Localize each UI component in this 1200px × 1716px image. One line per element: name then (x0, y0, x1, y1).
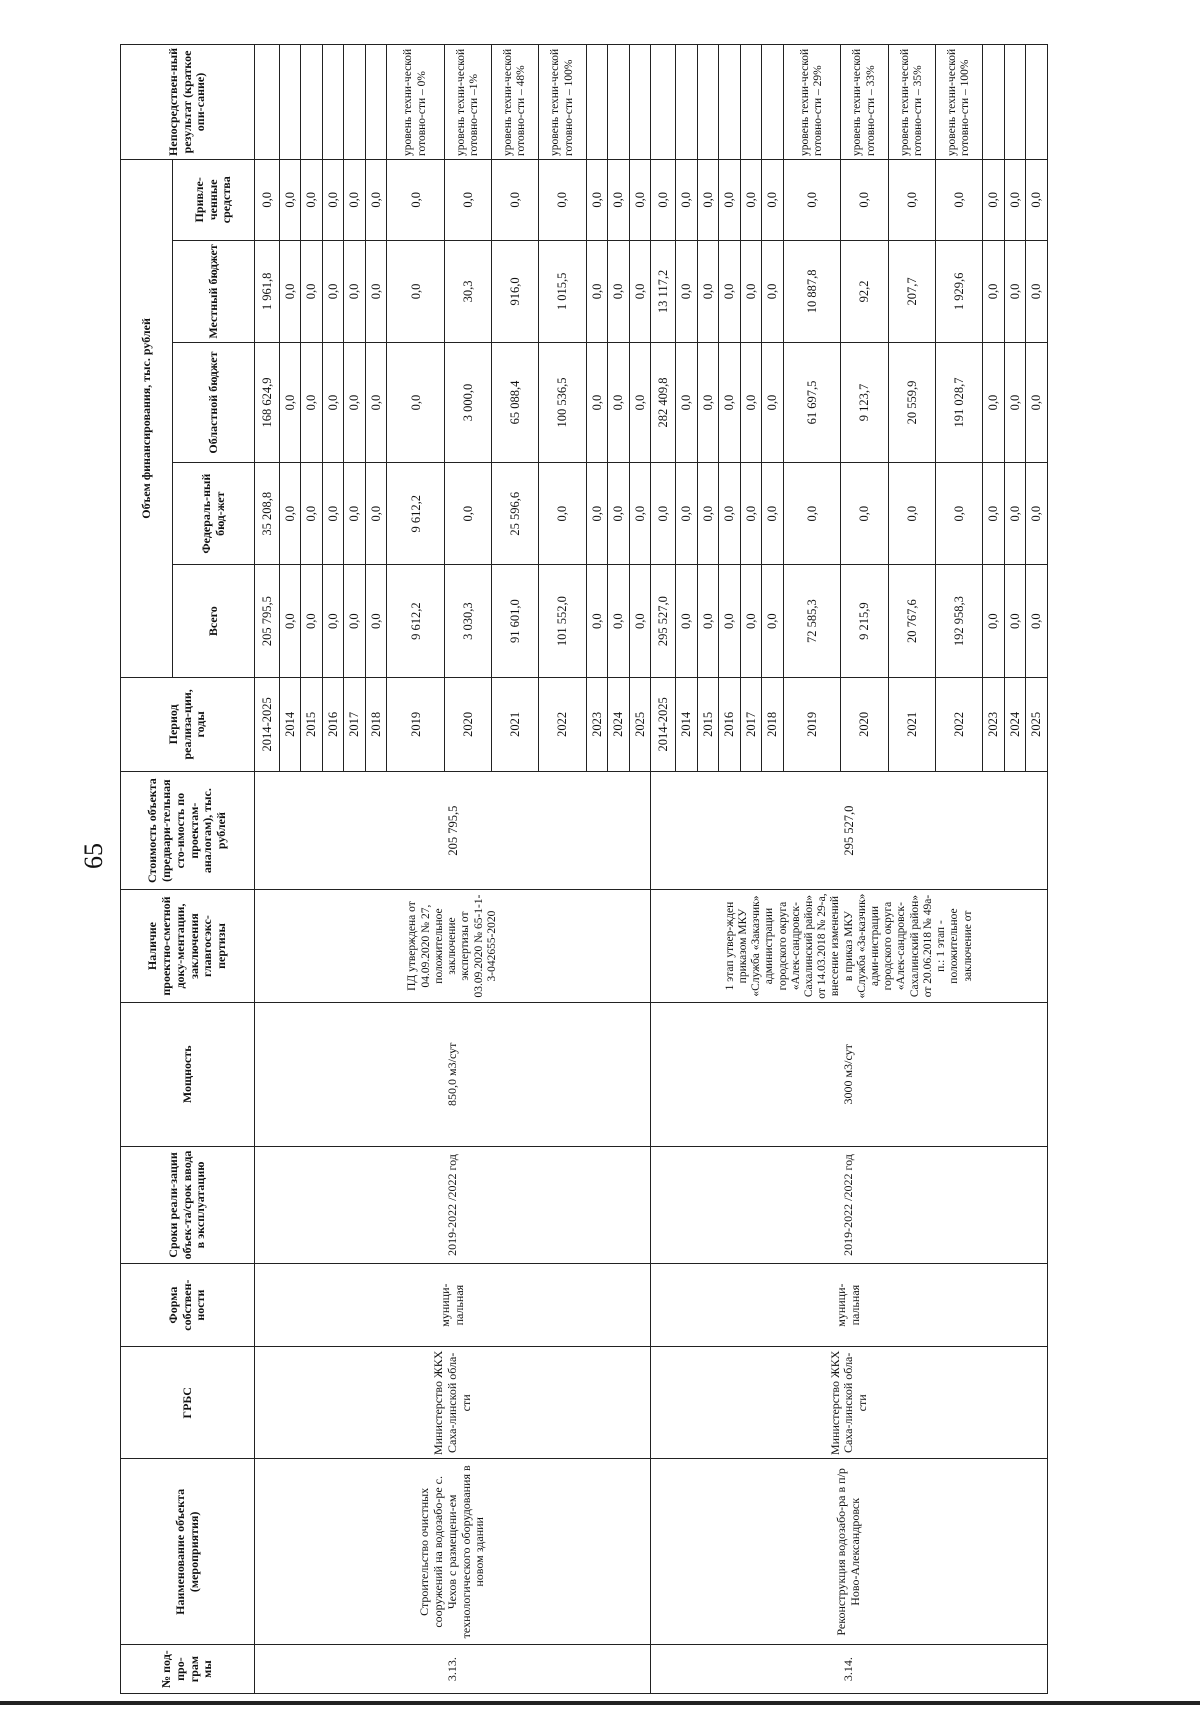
header-cost: Стоимость объекта (предвари-тельная сто-имость по проектам-аналогам), тыс. рублей (121, 771, 255, 889)
regional-cell: 0,0 (697, 343, 719, 463)
local-cell: 0,0 (762, 240, 784, 343)
total-cell: 205 795,5 (255, 565, 280, 677)
local-cell: 0,0 (629, 240, 651, 343)
local-cell: 916,0 (492, 240, 539, 343)
regional-cell: 0,0 (1026, 343, 1048, 463)
attracted-cell: 0,0 (935, 159, 982, 240)
federal-cell: 0,0 (983, 462, 1005, 565)
federal-cell: 0,0 (676, 462, 698, 565)
period-cell: 2020 (841, 677, 888, 771)
object-cost: 205 795,5 (255, 771, 651, 889)
federal-cell: 35 208,8 (255, 462, 280, 565)
total-cell: 0,0 (279, 565, 301, 677)
header-ownership: Форма собствен-ности (121, 1264, 255, 1347)
federal-cell: 0,0 (1026, 462, 1048, 565)
period-cell: 2016 (719, 677, 741, 771)
federal-cell: 0,0 (444, 462, 491, 565)
table-row (255, 45, 280, 1694)
total-cell: 0,0 (301, 565, 323, 677)
federal-cell: 0,0 (344, 462, 366, 565)
result-cell (697, 45, 719, 160)
object-grbs: Министерство ЖКХ Саха-линской обла-сти (255, 1347, 651, 1459)
result-cell (301, 45, 323, 160)
header-financing: Объем финансирования, тыс. рублей (121, 159, 173, 677)
federal-cell: 0,0 (1004, 462, 1026, 565)
regional-cell: 0,0 (1004, 343, 1026, 463)
federal-cell: 0,0 (888, 462, 935, 565)
period-cell: 2014 (676, 677, 698, 771)
result-cell (279, 45, 301, 160)
local-cell: 0,0 (719, 240, 741, 343)
federal-cell: 0,0 (841, 462, 888, 565)
header-num: № под-про-грам мы (121, 1645, 255, 1694)
total-cell: 72 585,3 (783, 565, 841, 677)
federal-cell: 0,0 (586, 462, 608, 565)
period-cell: 2025 (629, 677, 651, 771)
federal-cell: 0,0 (719, 462, 741, 565)
attracted-cell: 0,0 (1004, 159, 1026, 240)
regional-cell: 3 000,0 (444, 343, 491, 463)
result-cell: уровень техни-ческой готовно-сти –1% (444, 45, 491, 160)
header-capacity: Мощность (121, 1002, 255, 1146)
attracted-cell: 0,0 (444, 159, 491, 240)
regional-cell: 0,0 (365, 343, 387, 463)
total-cell: 0,0 (719, 565, 741, 677)
regional-cell: 0,0 (608, 343, 630, 463)
local-cell: 13 117,2 (651, 240, 676, 343)
header-local: Местный бюджет (173, 240, 255, 343)
regional-cell: 0,0 (983, 343, 1005, 463)
total-cell: 0,0 (344, 565, 366, 677)
object-ownership: муници-пальная (255, 1264, 651, 1347)
period-cell: 2019 (783, 677, 841, 771)
local-cell: 207,7 (888, 240, 935, 343)
period-cell: 2014 (279, 677, 301, 771)
period-cell: 2017 (344, 677, 366, 771)
result-cell: уровень техни-ческой готовно-сти – 48% (492, 45, 539, 160)
object-docs: 1 этап утвер-жден приказом МКУ «Служба «Заказчик» администрации городского округа «Алек-сандровск-Сахалинский район» от 14.03.2018 № 29-а, внесение изменений в приказ МКУ «Служба «За-казчик» адми-нистрации городского округа «Алек-сандровск-Сахалинский район» от 20.06.2018 № 49а-п.: 1 этап - положительное заключение от (651, 890, 1048, 1002)
object-name: Реконструкция водозабо-ра в п/р Ново-Александровск (651, 1459, 1048, 1645)
regional-cell: 0,0 (322, 343, 344, 463)
result-cell: уровень техни-ческой готовно-сти – 35% (888, 45, 935, 160)
total-cell: 0,0 (586, 565, 608, 677)
local-cell: 0,0 (344, 240, 366, 343)
header-name: Наименование объекта (мероприятия) (121, 1459, 255, 1645)
local-cell: 0,0 (322, 240, 344, 343)
total-cell: 91 601,0 (492, 565, 539, 677)
federal-cell: 0,0 (608, 462, 630, 565)
result-cell (1026, 45, 1048, 160)
local-cell: 0,0 (387, 240, 445, 343)
table-row (651, 45, 676, 1694)
local-cell: 0,0 (279, 240, 301, 343)
total-cell: 0,0 (740, 565, 762, 677)
period-cell: 2016 (322, 677, 344, 771)
local-cell: 0,0 (608, 240, 630, 343)
attracted-cell: 0,0 (888, 159, 935, 240)
period-cell: 2021 (888, 677, 935, 771)
header-regional: Областной бюджет (173, 343, 255, 463)
object-deadlines: 2019-2022 /2022 год (651, 1146, 1048, 1263)
result-cell (719, 45, 741, 160)
rotated-table-container (120, 44, 1048, 1694)
attracted-cell: 0,0 (697, 159, 719, 240)
object-cost: 295 527,0 (651, 771, 1048, 889)
object-number: 3.13. (255, 1645, 651, 1694)
regional-cell: 61 697,5 (783, 343, 841, 463)
result-cell: уровень техни-ческой готовно-сти – 29% (783, 45, 841, 160)
regional-cell: 0,0 (740, 343, 762, 463)
period-cell: 2015 (697, 677, 719, 771)
local-cell: 1 929,6 (935, 240, 982, 343)
object-deadlines: 2019-2022 /2022 год (255, 1146, 651, 1263)
table-body (255, 45, 1048, 1694)
period-cell: 2015 (301, 677, 323, 771)
regional-cell: 0,0 (676, 343, 698, 463)
period-cell: 2023 (983, 677, 1005, 771)
result-cell (740, 45, 762, 160)
total-cell: 0,0 (697, 565, 719, 677)
regional-cell: 0,0 (586, 343, 608, 463)
federal-cell: 0,0 (651, 462, 676, 565)
result-cell (322, 45, 344, 160)
period-cell: 2022 (935, 677, 982, 771)
attracted-cell: 0,0 (586, 159, 608, 240)
federal-cell: 0,0 (365, 462, 387, 565)
total-cell: 0,0 (365, 565, 387, 677)
attracted-cell: 0,0 (651, 159, 676, 240)
result-cell (586, 45, 608, 160)
attracted-cell: 0,0 (492, 159, 539, 240)
total-cell: 3 030,3 (444, 565, 491, 677)
attracted-cell: 0,0 (255, 159, 280, 240)
financing-table (120, 44, 1048, 1694)
total-cell: 0,0 (676, 565, 698, 677)
federal-cell: 9 612,2 (387, 462, 445, 565)
header-federal: Федераль-ный бюд-жет (173, 462, 255, 565)
period-cell: 2014-2025 (651, 677, 676, 771)
result-cell (255, 45, 280, 160)
total-cell: 0,0 (322, 565, 344, 677)
header-period: Период реализа-ции, годы (121, 677, 255, 771)
result-cell (344, 45, 366, 160)
header-grbs: ГРБС (121, 1347, 255, 1459)
federal-cell: 0,0 (783, 462, 841, 565)
header-result: Непосредствен-ный результат (краткое опи-сание) (121, 45, 255, 160)
local-cell: 0,0 (1004, 240, 1026, 343)
object-ownership: муници-пальная (651, 1264, 1048, 1347)
attracted-cell: 0,0 (344, 159, 366, 240)
local-cell: 1 015,5 (539, 240, 586, 343)
period-cell: 2022 (539, 677, 586, 771)
regional-cell: 282 409,8 (651, 343, 676, 463)
regional-cell: 168 624,9 (255, 343, 280, 463)
object-number: 3.14. (651, 1645, 1048, 1694)
period-cell: 2024 (608, 677, 630, 771)
local-cell: 0,0 (697, 240, 719, 343)
total-cell: 20 767,6 (888, 565, 935, 677)
attracted-cell: 0,0 (676, 159, 698, 240)
attracted-cell: 0,0 (719, 159, 741, 240)
local-cell: 0,0 (301, 240, 323, 343)
local-cell: 0,0 (983, 240, 1005, 343)
page-bottom-rule (0, 1701, 1200, 1705)
federal-cell: 0,0 (629, 462, 651, 565)
result-cell: уровень техни-ческой готовно-сти – 100% (935, 45, 982, 160)
header-docs: Наличие проектно-сметной доку-ментации, заключения главгосэкс-пертизы (121, 890, 255, 1002)
attracted-cell: 0,0 (387, 159, 445, 240)
result-cell (1004, 45, 1026, 160)
local-cell: 30,3 (444, 240, 491, 343)
object-docs: ПД утверждена от 04.09.2020 № 27, положительное заключение экспертизы от 03.09.2020 № 65-1-1-3-042655-2020 (255, 890, 651, 1002)
regional-cell: 0,0 (344, 343, 366, 463)
federal-cell: 0,0 (279, 462, 301, 565)
total-cell: 101 552,0 (539, 565, 586, 677)
period-cell: 2025 (1026, 677, 1048, 771)
result-cell (608, 45, 630, 160)
total-cell: 295 527,0 (651, 565, 676, 677)
attracted-cell: 0,0 (539, 159, 586, 240)
result-cell (629, 45, 651, 160)
attracted-cell: 0,0 (365, 159, 387, 240)
regional-cell: 191 028,7 (935, 343, 982, 463)
regional-cell: 0,0 (762, 343, 784, 463)
attracted-cell: 0,0 (1026, 159, 1048, 240)
regional-cell: 0,0 (719, 343, 741, 463)
header-total: Всего (173, 565, 255, 677)
attracted-cell: 0,0 (608, 159, 630, 240)
period-cell: 2024 (1004, 677, 1026, 771)
header-deadlines: Сроки реали-зации объек-та/срок ввода в эксплуатацию (121, 1146, 255, 1263)
result-cell: уровень техни-ческой готовно-сти – 100% (539, 45, 586, 160)
total-cell: 0,0 (762, 565, 784, 677)
period-cell: 2018 (762, 677, 784, 771)
period-cell: 2018 (365, 677, 387, 771)
period-cell: 2017 (740, 677, 762, 771)
federal-cell: 0,0 (301, 462, 323, 565)
local-cell: 92,2 (841, 240, 888, 343)
local-cell: 1 961,8 (255, 240, 280, 343)
attracted-cell: 0,0 (762, 159, 784, 240)
total-cell: 0,0 (608, 565, 630, 677)
attracted-cell: 0,0 (279, 159, 301, 240)
page-number: 65 (79, 843, 108, 869)
period-cell: 2020 (444, 677, 491, 771)
attracted-cell: 0,0 (301, 159, 323, 240)
regional-cell: 20 559,9 (888, 343, 935, 463)
attracted-cell: 0,0 (841, 159, 888, 240)
object-capacity: 3000 м3/сут (651, 1002, 1048, 1146)
result-cell: уровень техни-ческой готовно-сти – 0% (387, 45, 445, 160)
local-cell: 0,0 (1026, 240, 1048, 343)
federal-cell: 25 596,6 (492, 462, 539, 565)
total-cell: 9 612,2 (387, 565, 445, 677)
local-cell: 0,0 (586, 240, 608, 343)
federal-cell: 0,0 (697, 462, 719, 565)
federal-cell: 0,0 (762, 462, 784, 565)
period-cell: 2019 (387, 677, 445, 771)
result-cell (365, 45, 387, 160)
regional-cell: 0,0 (279, 343, 301, 463)
object-name: Строительство очистных сооружений на водозабо-ре с. Чехов с размещени-ем технологического оборудования в новом здании (255, 1459, 651, 1645)
total-cell: 0,0 (629, 565, 651, 677)
regional-cell: 9 123,7 (841, 343, 888, 463)
header-attracted: Привле-ченные средства (173, 159, 255, 240)
total-cell: 0,0 (1004, 565, 1026, 677)
object-capacity: 850,0 м3/сут (255, 1002, 651, 1146)
federal-cell: 0,0 (539, 462, 586, 565)
result-cell (676, 45, 698, 160)
federal-cell: 0,0 (740, 462, 762, 565)
local-cell: 0,0 (365, 240, 387, 343)
regional-cell: 65 088,4 (492, 343, 539, 463)
regional-cell: 0,0 (301, 343, 323, 463)
regional-cell: 0,0 (387, 343, 445, 463)
total-cell: 9 215,9 (841, 565, 888, 677)
result-cell: уровень техни-ческой готовно-сти – 33% (841, 45, 888, 160)
attracted-cell: 0,0 (629, 159, 651, 240)
attracted-cell: 0,0 (983, 159, 1005, 240)
total-cell: 192 958,3 (935, 565, 982, 677)
local-cell: 10 887,8 (783, 240, 841, 343)
total-cell: 0,0 (983, 565, 1005, 677)
result-cell (651, 45, 676, 160)
period-cell: 2023 (586, 677, 608, 771)
object-grbs: Министерство ЖКХ Саха-линской обла-сти (651, 1347, 1048, 1459)
regional-cell: 100 536,5 (539, 343, 586, 463)
federal-cell: 0,0 (935, 462, 982, 565)
result-cell (983, 45, 1005, 160)
attracted-cell: 0,0 (322, 159, 344, 240)
regional-cell: 0,0 (629, 343, 651, 463)
period-cell: 2021 (492, 677, 539, 771)
result-cell (762, 45, 784, 160)
total-cell: 0,0 (1026, 565, 1048, 677)
attracted-cell: 0,0 (740, 159, 762, 240)
local-cell: 0,0 (740, 240, 762, 343)
period-cell: 2014-2025 (255, 677, 280, 771)
federal-cell: 0,0 (322, 462, 344, 565)
local-cell: 0,0 (676, 240, 698, 343)
attracted-cell: 0,0 (783, 159, 841, 240)
